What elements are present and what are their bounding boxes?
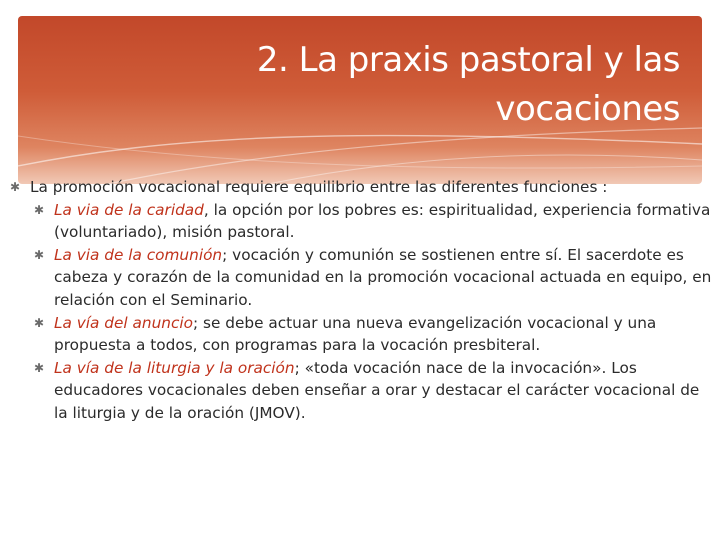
sub-bullet-list [30, 199, 716, 425]
title-line-1: 2. La praxis pastoral y las [256, 40, 680, 80]
emphasis-text: La via de la caridad [54, 200, 204, 219]
intro-text: La promoción vocacional requiere equilibrio entre las diferentes funciones : [30, 178, 608, 196]
slide-title [160, 36, 680, 134]
emphasis-text: La vía del anuncio [54, 313, 194, 332]
content-body [10, 176, 716, 425]
asterisk-bullet-icon: ✱ [34, 315, 45, 330]
title-banner [18, 16, 702, 184]
title-line-2: vocaciones [495, 89, 680, 129]
bullet-text: ; se debe actuar una nueva evangelización vocacional y una propuesta a todos, con programas para la vocación presbiteral. [54, 313, 657, 355]
sub-bullet-liturgia [34, 357, 716, 425]
bullet-list [10, 176, 716, 425]
sub-bullet-anuncio [34, 312, 716, 357]
sub-bullet-caridad [34, 199, 716, 244]
bullet-text: , la opción por los pobres es: espiritualidad, experiencia formativa (voluntariado), misión pastoral. [54, 200, 711, 242]
asterisk-bullet-icon: ✱ [34, 202, 45, 217]
sub-bullet-comunion [34, 244, 716, 312]
bullet-intro [10, 176, 716, 425]
asterisk-bullet-icon: ✱ [34, 247, 45, 262]
bullet-text: ; «toda vocación nace de la invocación». Los educadores vocacionales deben enseñar a orar y destacar el carácter vocacional de la liturgia y de la oración (JMOV). [54, 358, 700, 422]
asterisk-bullet-icon: ✱ [10, 180, 21, 194]
emphasis-text: La via de la comunión [54, 245, 223, 264]
asterisk-bullet-icon: ✱ [34, 360, 45, 375]
bullet-text: ; vocación y comunión se sostienen entre sí. El sacerdote es cabeza y corazón de la comunidad en la promoción vocacional actuada en equipo, en relación con el Seminario. [54, 245, 712, 309]
emphasis-text: La vía de la liturgia y la oración [54, 358, 295, 377]
